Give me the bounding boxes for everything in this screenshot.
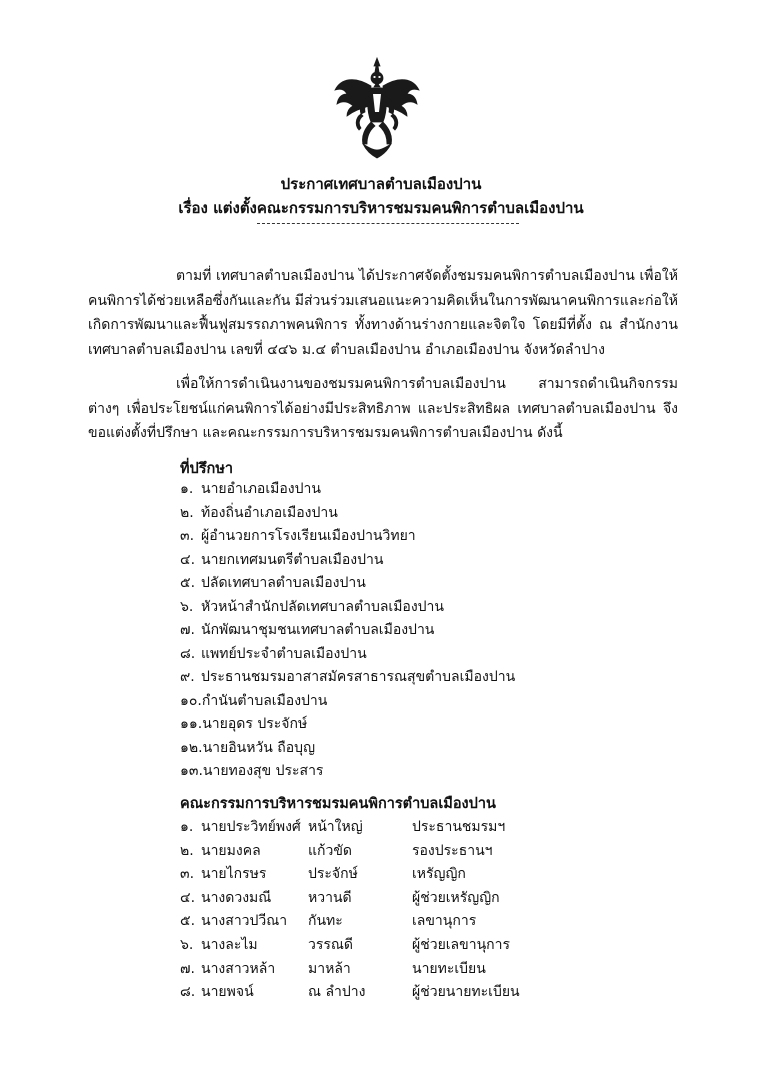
member-role: ประธานชมรมฯ bbox=[412, 819, 506, 835]
announcement-title: ประกาศเทศบาลตำบลเมืองปาน bbox=[280, 175, 482, 193]
item-text: นายอุดร ประจักษ์ bbox=[202, 716, 308, 732]
item-number: ๔. bbox=[180, 551, 196, 568]
item-text: แพทย์ประจำตำบลเมืองปาน bbox=[201, 645, 367, 662]
committee-row bbox=[180, 863, 466, 887]
item-text: นักพัฒนาชุมชนเทศบาลตำบลเมืองปาน bbox=[201, 622, 435, 638]
garuda-emblem bbox=[333, 56, 421, 160]
committee-heading: คณะกรรมการบริหารชมรมคนพิการตำบลเมืองปาน bbox=[180, 796, 496, 812]
member-role: ผู้ช่วยเลขานุการ bbox=[412, 936, 510, 953]
item-text: กำนันตำบลเมืองปาน bbox=[201, 692, 328, 709]
member-surname: หน้าใหญ่ bbox=[308, 819, 363, 835]
list-item bbox=[180, 690, 515, 714]
item-number: ๘. bbox=[180, 984, 196, 1001]
item-text: นายทองสุข ประสาร bbox=[202, 763, 324, 779]
member-role: เหรัญญิก bbox=[412, 866, 466, 883]
item-number: ๖. bbox=[180, 598, 194, 615]
list-item bbox=[180, 525, 515, 549]
item-text: หัวหน้าสำนักปลัดเทศบาลตำบลเมืองปาน bbox=[201, 598, 444, 615]
list-item bbox=[180, 737, 515, 761]
item-text: นายอินหวัน ถือบุญ bbox=[202, 739, 316, 756]
committee-row bbox=[180, 887, 500, 911]
announcement-subject: เรื่อง แต่งตั้งคณะกรรมการบริหารชมรมคนพิการตำบลเมืองปาน bbox=[178, 199, 584, 217]
item-number: ๗. bbox=[180, 960, 195, 977]
member-surname: ประจักษ์ bbox=[308, 866, 358, 883]
list-item bbox=[180, 713, 515, 737]
item-number: ๕. bbox=[180, 575, 196, 591]
member-role: รองประธานฯ bbox=[412, 842, 493, 859]
committee-row bbox=[180, 981, 520, 1005]
advisors-list bbox=[180, 478, 515, 784]
item-number: ๑๐. bbox=[180, 692, 202, 709]
item-number: ๑. bbox=[180, 819, 194, 835]
committee-row bbox=[180, 910, 477, 934]
member-surname: แก้วขัด bbox=[308, 842, 353, 859]
item-text: ผู้อำนวยการโรงเรียนเมืองปานวิทยา bbox=[201, 528, 416, 544]
list-item bbox=[180, 760, 515, 784]
item-number: ๖. bbox=[180, 936, 194, 953]
item-number: ๙. bbox=[180, 669, 195, 685]
member-role: ผู้ช่วยเหรัญญิก bbox=[412, 889, 500, 906]
member-name: นางสาวปวีณา bbox=[201, 913, 288, 930]
member-surname: วรรณดี bbox=[308, 936, 353, 953]
item-text: นายอำเภอเมืองปาน bbox=[201, 481, 321, 497]
member-name: นางละไม bbox=[201, 936, 258, 953]
list-item bbox=[180, 596, 515, 620]
item-number: ๓. bbox=[180, 528, 195, 544]
item-number: ๗. bbox=[180, 622, 195, 638]
member-surname: หวานดี bbox=[308, 889, 352, 906]
member-name: นายประวิทย์พงศ์ bbox=[201, 819, 301, 835]
member-name: นางสาวหล้า bbox=[201, 960, 276, 977]
item-number: ๑๒. bbox=[180, 739, 203, 756]
member-surname: กันทะ bbox=[308, 913, 343, 930]
title-divider bbox=[257, 223, 519, 224]
list-item bbox=[180, 549, 515, 573]
item-text: ปลัดเทศบาลตำบลเมืองปาน bbox=[201, 575, 366, 591]
committee-list bbox=[180, 816, 520, 1005]
item-number: ๘. bbox=[180, 645, 196, 662]
item-text: นายกเทศมนตรีตำบลเมืองปาน bbox=[201, 551, 384, 568]
member-role: ผู้ช่วยนายทะเบียน bbox=[412, 984, 520, 1001]
list-item bbox=[180, 478, 515, 502]
item-number: ๑๓. bbox=[180, 763, 203, 779]
member-name: นายไกรษร bbox=[201, 866, 267, 883]
advisors-heading: ที่ปรึกษา bbox=[180, 461, 234, 477]
item-text: ท้องถิ่นอำเภอเมืองปาน bbox=[201, 504, 338, 521]
member-surname: ณ ลำปาง bbox=[308, 984, 366, 1001]
committee-row bbox=[180, 958, 486, 982]
item-number: ๒. bbox=[180, 842, 194, 859]
list-item bbox=[180, 619, 515, 643]
body-paragraph-2 bbox=[88, 372, 678, 446]
member-name: นางดวงมณี bbox=[201, 889, 272, 906]
member-surname: มาหล้า bbox=[308, 960, 351, 977]
item-text: ประธานชมรมอาสาสมัครสาธารณสุขตำบลเมืองปาน bbox=[201, 669, 516, 685]
member-name: นายมงคล bbox=[201, 842, 261, 859]
member-role: นายทะเบียน bbox=[412, 960, 486, 977]
body-paragraph-1 bbox=[88, 264, 678, 362]
committee-row bbox=[180, 934, 510, 958]
item-number: ๓. bbox=[180, 866, 195, 883]
list-item bbox=[180, 502, 515, 526]
list-item bbox=[180, 666, 515, 690]
item-number: ๕. bbox=[180, 913, 196, 930]
list-item bbox=[180, 572, 515, 596]
member-name: นายพจน์ bbox=[201, 984, 254, 1001]
item-number: ๑๑. bbox=[180, 716, 203, 732]
member-role: เลขานุการ bbox=[412, 913, 477, 930]
item-number: ๑. bbox=[180, 481, 194, 497]
item-number: ๒. bbox=[180, 504, 194, 521]
item-number: ๔. bbox=[180, 889, 196, 906]
body-paragraph-2-text: เพื่อให้การดำเนินงานของชมรมคนพิการตำบลเมืองปาน สามารถดำเนินกิจกรรมต่างๆ เพื่อประโยชน์แก่คนพิการได้อย่างมีประสิทธิภาพ และประสิทธิผล เทศบาลตำบลเมืองปาน จึงขอแต่งตั้งที่ปรึกษา และคณะกรรมการบริหารชมรมคนพิการตำบลเมืองปาน ดังนี้ bbox=[88, 376, 678, 442]
committee-row bbox=[180, 840, 493, 864]
committee-row bbox=[180, 816, 506, 840]
list-item bbox=[180, 643, 515, 667]
body-paragraph-1-text: ตามที่ เทศบาลตำบลเมืองปาน ได้ประกาศจัดตั้งชมรมคนพิการตำบลเมืองปาน เพื่อให้คนพิการได้ช่วยเหลือซึ่งกันและกัน มีส่วนร่วมเสนอแนะความคิดเห็นในการพัฒนาคนพิการและก่อให้เกิดการพัฒนาและฟื้นฟูสมรรถภาพคนพิการ ทั้งทางด้านร่างกายและจิตใจ โดยมีที่ตั้ง ณ สำนักงานเทศบาลตำบลเมืองปาน เลขที่ ๔๔๖ ม.๔ ตำบลเมืองปาน อำเภอเมืองปาน จังหวัดลำปาง bbox=[88, 268, 678, 358]
